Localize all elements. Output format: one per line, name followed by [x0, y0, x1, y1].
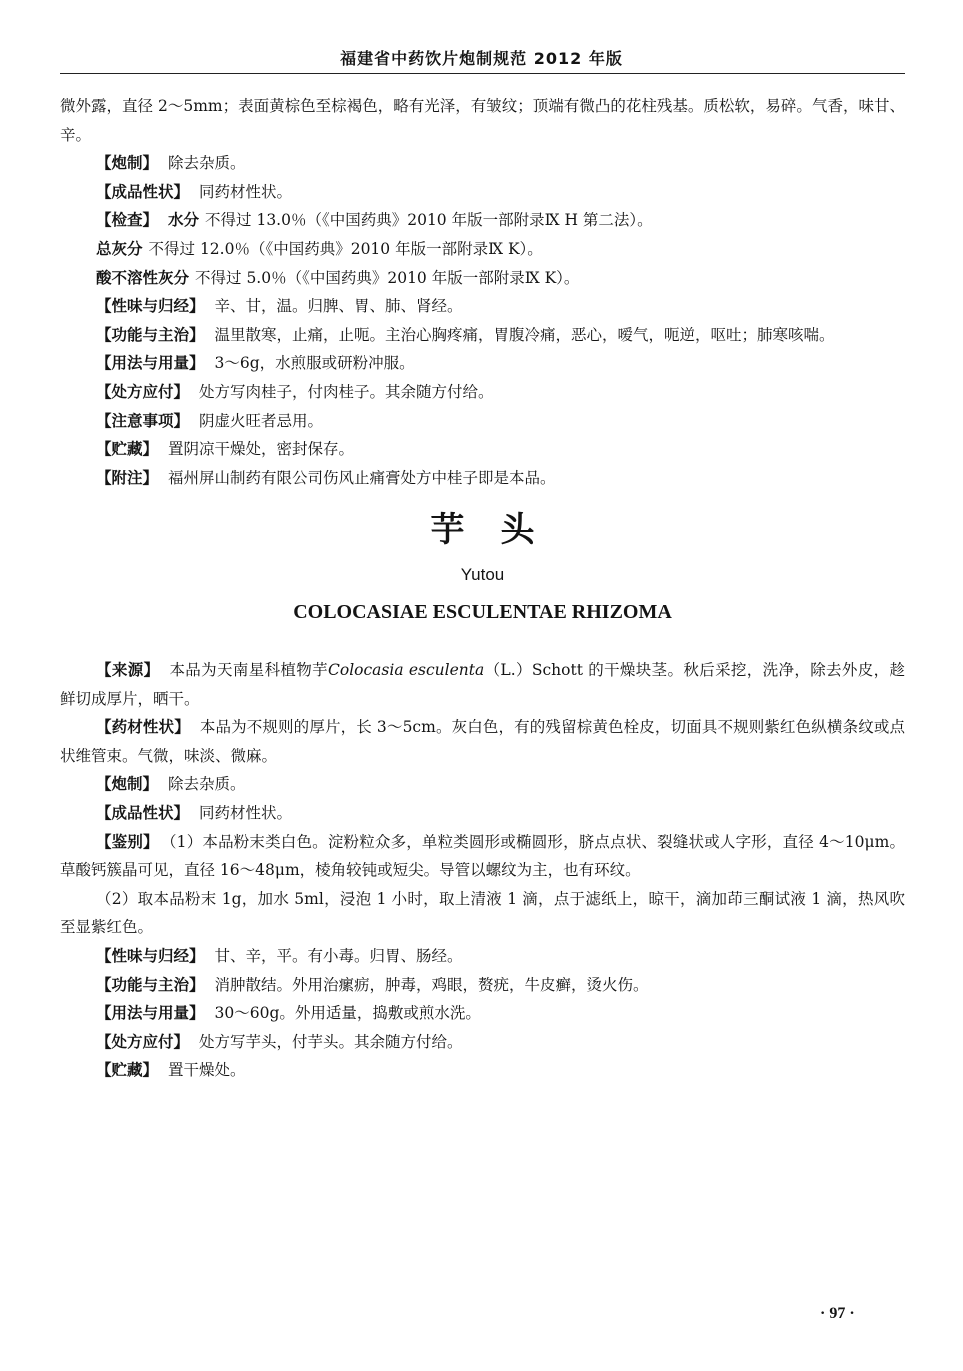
section-text: 辛、甘，温。归脾、胃、肺、肾经。: [214, 297, 463, 316]
section-label: 【功能与主治】: [96, 325, 205, 344]
section-text: 温里散寒，止痛，止呃。主治心胸疼痛，胃腹冷痛，恶心，嗳气，呃逆，呕吐；肺寒咳喘。: [214, 325, 835, 344]
section-label: 【注意事项】: [96, 411, 190, 430]
section-zhucang: [60, 435, 905, 464]
section-text: （1）本品粉末类白色。淀粉粒众多，单粒类圆形或椭圆形，脐点点状、裂缝状或人字形，直径 4～10μm。草酸钙簇晶可见，直径 16～48μm，棱角较钝或短尖。导管以螺纹为主，也有环纹。: [60, 832, 905, 880]
section-text: 本品为不规则的厚片，长 3～5cm。灰白色，有的残留棕黄色栓皮，切面具不规则紫红色纵横条纹或点状维管束。气微，味淡、微麻。: [60, 718, 905, 765]
section-xingwei: [60, 292, 905, 321]
check-total-ash: [60, 235, 905, 264]
check-acid-ash: [60, 264, 905, 293]
section-chengpin: [60, 178, 905, 207]
section-label: 【成品性状】: [96, 182, 190, 201]
entry-pinyin: Yutou: [460, 564, 505, 584]
check-sublabel: 水分: [168, 211, 200, 230]
section-laiyuan: [60, 656, 905, 713]
source-text: （L.）Schott 的干燥块茎。秋后采挖，洗净，除去外皮，趁鲜切成厚片，晒干。: [60, 661, 905, 708]
section-yongfa-2: [60, 999, 905, 1028]
section-xingwei-2: [60, 942, 905, 971]
source-text: 本品为天南星科植物芋: [169, 661, 328, 680]
section-text: 置干燥处。: [168, 1061, 246, 1080]
section-label: 【性味与归经】: [96, 947, 205, 966]
section-zhucang-2: [60, 1056, 905, 1085]
section-text: 处方写芋头，付芋头。其余随方付给。: [199, 1032, 463, 1051]
section-text: 除去杂质。: [168, 775, 246, 794]
section-label: 【炮制】: [96, 154, 159, 173]
section-chufang-2: [60, 1028, 905, 1057]
section-label: 【药材性状】: [96, 718, 190, 737]
section-text: 除去杂质。: [168, 154, 246, 173]
section-text: 同药材性状。: [199, 804, 293, 823]
section-label: 【贮藏】: [96, 1061, 159, 1080]
section-label: 【处方应付】: [96, 1032, 190, 1051]
section-yongfa: [60, 349, 905, 378]
header-rule: [60, 73, 905, 74]
check-sublabel: 酸不溶性灰分: [96, 268, 190, 287]
check-text: 不得过 12.0％（《中国药典》2010 年版一部附录Ⅸ K）。: [148, 239, 543, 258]
section-label: 【炮制】: [96, 775, 159, 794]
check-sublabel: 总灰分: [96, 239, 143, 258]
jianbie-item-2: （2）取本品粉末 1g，加水 5ml，浸泡 1 小时，取上清液 1 滴，点于滤纸上，晾干，滴加茚三酮试液 1 滴，热风吹至显紫红色。: [60, 889, 905, 937]
section-label: 【用法与用量】: [96, 354, 205, 373]
section-jiancha: [60, 206, 905, 235]
continuation-text: 微外露，直径 2～5mm；表面黄棕色至棕褐色，略有光泽，有皱纹；顶端有微凸的花柱残基。质松软，易碎。气香，味甘、辛。: [60, 97, 905, 144]
section-text: 福州屏山制药有限公司伤风止痛膏处方中桂子即是本品。: [168, 468, 556, 487]
section-label: 【来源】: [96, 661, 160, 680]
section-text: 30～60g。外用适量，捣敷或煎水洗。: [214, 1004, 481, 1023]
section-fuzhu: [60, 464, 905, 493]
section-label: 【成品性状】: [96, 804, 190, 823]
source-latin: Colocasia esculenta: [328, 661, 485, 680]
section-label: 【检查】: [96, 211, 159, 230]
section-text: 阴虚火旺者忌用。: [199, 411, 324, 430]
check-text: 不得过 5.0％（《中国药典》2010 年版一部附录Ⅸ K）。: [195, 268, 580, 287]
section-chufang: [60, 378, 905, 407]
section-paozhi: [60, 149, 905, 178]
section-text: 甘、辛，平。有小毒。归胃、肠经。: [214, 947, 463, 966]
section-label: 【贮藏】: [96, 440, 159, 459]
section-paozhi-2: [60, 770, 905, 799]
entry-latin-name: COLOCASIAE ESCULENTAE RHIZOMA: [293, 600, 672, 623]
section-yaocai: [60, 713, 905, 770]
section-label: 【性味与归经】: [96, 297, 205, 316]
section-zhuyi: [60, 407, 905, 436]
section-jianbie: [60, 828, 905, 885]
section-label: 【鉴别】: [96, 832, 159, 851]
section-text: 置阴凉干燥处，密封保存。: [168, 440, 355, 459]
section-label: 【附注】: [96, 468, 159, 487]
entry-title: 芋头: [430, 510, 571, 551]
section-gongneng-2: [60, 971, 905, 1000]
section-label: 【用法与用量】: [96, 1004, 205, 1023]
section-gongneng: [60, 321, 905, 350]
section-label: 【处方应付】: [96, 382, 190, 401]
section-text: 同药材性状。: [199, 182, 293, 201]
page-number: · 97 ·: [820, 1305, 855, 1322]
section-label: 【功能与主治】: [96, 975, 205, 994]
page-body: [60, 92, 905, 1085]
section-chengpin-2: [60, 799, 905, 828]
running-header: 福建省中药饮片炮制规范 2012 年版: [340, 49, 623, 68]
section-text: 不得过 13.0％（《中国药典》2010 年版一部附录Ⅸ H 第二法）。: [205, 211, 653, 230]
section-text: 处方写肉桂子，付肉桂子。其余随方付给。: [199, 382, 494, 401]
section-text: 3～6g，水煎服或研粉冲服。: [214, 354, 415, 373]
section-text: 消肿散结。外用治瘰疬，肿毒，鸡眼，赘疣，牛皮癣，烫火伤。: [214, 975, 649, 994]
